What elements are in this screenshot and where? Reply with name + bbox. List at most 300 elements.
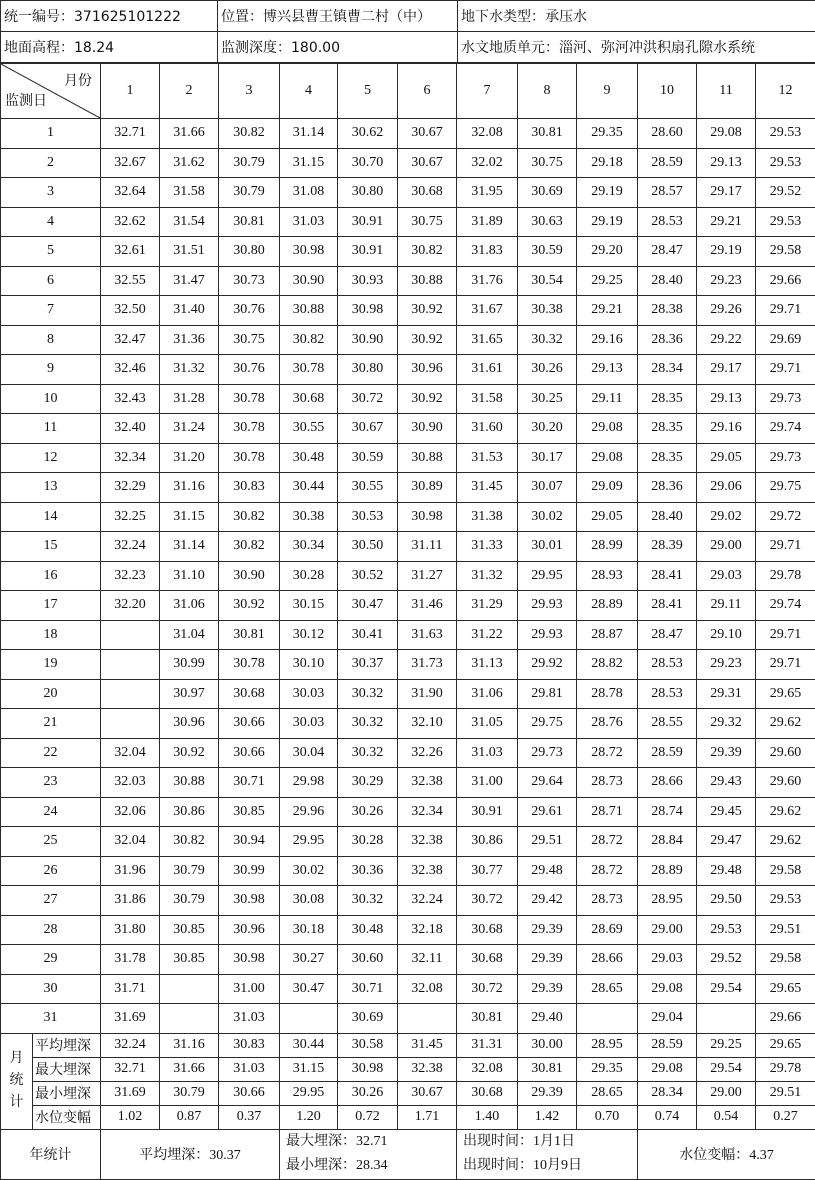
depth-cell: 32.24 bbox=[101, 532, 160, 562]
table-row bbox=[1, 355, 815, 385]
depth-cell: 30.25 bbox=[518, 384, 577, 414]
depth-cell bbox=[160, 974, 219, 1004]
monthly-stat-value: 29.78 bbox=[756, 1057, 815, 1081]
depth-cell: 30.66 bbox=[219, 709, 280, 739]
header-field-value: 淄河、弥河冲洪积扇孔隙水系统 bbox=[559, 40, 755, 56]
depth-cell: 29.95 bbox=[280, 827, 338, 857]
depth-cell: 30.68 bbox=[457, 915, 518, 945]
depth-cell: 29.20 bbox=[577, 237, 638, 267]
depth-cell: 30.82 bbox=[280, 325, 338, 355]
header-field bbox=[1, 1, 218, 32]
monthly-stat-value: 31.45 bbox=[398, 1033, 457, 1057]
depth-cell: 30.80 bbox=[219, 237, 280, 267]
depth-cell: 30.72 bbox=[457, 974, 518, 1004]
depth-cell: 30.70 bbox=[338, 148, 398, 178]
depth-cell: 29.47 bbox=[697, 827, 756, 857]
depth-cell: 30.20 bbox=[518, 414, 577, 444]
header-field-sep: ： bbox=[249, 9, 263, 25]
depth-cell: 31.38 bbox=[457, 502, 518, 532]
depth-cell: 29.64 bbox=[518, 768, 577, 798]
depth-cell: 28.66 bbox=[638, 768, 697, 798]
monthly-stat-value: 31.15 bbox=[280, 1057, 338, 1081]
table-row bbox=[1, 650, 815, 680]
depth-cell: 29.45 bbox=[697, 797, 756, 827]
depth-cell: 30.18 bbox=[280, 915, 338, 945]
day-cell: 11 bbox=[1, 414, 101, 444]
table-row bbox=[1, 709, 815, 739]
depth-cell: 30.90 bbox=[398, 414, 457, 444]
depth-cell: 28.76 bbox=[577, 709, 638, 739]
depth-cell bbox=[577, 1004, 638, 1034]
depth-cell: 29.02 bbox=[697, 502, 756, 532]
depth-cell: 31.58 bbox=[160, 178, 219, 208]
depth-cell bbox=[697, 1004, 756, 1034]
monthly-stat-value: 0.37 bbox=[219, 1105, 280, 1129]
depth-cell: 30.55 bbox=[280, 414, 338, 444]
depth-cell: 30.29 bbox=[338, 768, 398, 798]
depth-cell: 30.59 bbox=[518, 237, 577, 267]
monthly-stat-value: 30.83 bbox=[219, 1033, 280, 1057]
depth-cell: 32.20 bbox=[101, 591, 160, 621]
depth-cell: 29.71 bbox=[756, 620, 815, 650]
depth-cell: 28.47 bbox=[638, 237, 697, 267]
depth-cell: 29.53 bbox=[756, 207, 815, 237]
table-row bbox=[1, 443, 815, 473]
depth-cell: 30.82 bbox=[219, 502, 280, 532]
depth-cell: 29.71 bbox=[756, 650, 815, 680]
depth-cell: 30.79 bbox=[160, 856, 219, 886]
depth-cell: 29.19 bbox=[697, 237, 756, 267]
depth-cell: 29.08 bbox=[577, 443, 638, 473]
depth-cell: 31.67 bbox=[457, 296, 518, 326]
depth-cell: 30.98 bbox=[280, 237, 338, 267]
depth-cell: 28.72 bbox=[577, 738, 638, 768]
depth-cell: 28.73 bbox=[577, 768, 638, 798]
depth-cell: 30.17 bbox=[518, 443, 577, 473]
depth-cell: 30.59 bbox=[338, 443, 398, 473]
table-row bbox=[1, 738, 815, 768]
depth-cell: 28.40 bbox=[638, 502, 697, 532]
depth-cell: 29.58 bbox=[756, 856, 815, 886]
table-row bbox=[1, 296, 815, 326]
header-field-value: 承压水 bbox=[545, 9, 587, 25]
depth-cell: 31.05 bbox=[457, 709, 518, 739]
depth-cell: 30.32 bbox=[518, 325, 577, 355]
depth-cell: 30.98 bbox=[338, 296, 398, 326]
table-row bbox=[1, 591, 815, 621]
header-table bbox=[0, 0, 815, 63]
table-row bbox=[1, 1004, 815, 1034]
depth-cell: 30.27 bbox=[280, 945, 338, 975]
yearly-avg-depth: 平均埋深：30.37 bbox=[101, 1129, 280, 1179]
depth-cell: 29.19 bbox=[577, 207, 638, 237]
month-header-cell: 10 bbox=[638, 64, 697, 119]
depth-cell: 30.75 bbox=[518, 148, 577, 178]
monthly-stat-value: 32.38 bbox=[398, 1057, 457, 1081]
depth-cell: 31.16 bbox=[160, 473, 219, 503]
depth-cell: 28.99 bbox=[577, 532, 638, 562]
depth-cell: 30.79 bbox=[219, 148, 280, 178]
depth-cell: 29.06 bbox=[697, 473, 756, 503]
depth-cell: 31.10 bbox=[160, 561, 219, 591]
depth-cell: 29.65 bbox=[756, 974, 815, 1004]
monthly-stat-row bbox=[1, 1105, 815, 1129]
monthly-stat-value: 31.31 bbox=[457, 1033, 518, 1057]
monthly-stat-value: 0.72 bbox=[338, 1105, 398, 1129]
yearly-min-time: 出现时间：10月9日 bbox=[463, 1154, 637, 1178]
depth-cell: 29.58 bbox=[756, 237, 815, 267]
depth-cell: 29.39 bbox=[697, 738, 756, 768]
depth-cell: 29.25 bbox=[577, 266, 638, 296]
depth-cell: 31.15 bbox=[160, 502, 219, 532]
depth-cell: 31.76 bbox=[457, 266, 518, 296]
depth-cell: 32.03 bbox=[101, 768, 160, 798]
depth-cell: 30.81 bbox=[219, 207, 280, 237]
depth-cell: 31.53 bbox=[457, 443, 518, 473]
depth-cell: 31.54 bbox=[160, 207, 219, 237]
depth-cell: 32.29 bbox=[101, 473, 160, 503]
depth-cell: 29.73 bbox=[518, 738, 577, 768]
depth-cell: 30.76 bbox=[219, 296, 280, 326]
depth-cell: 30.77 bbox=[457, 856, 518, 886]
day-cell: 27 bbox=[1, 886, 101, 916]
depth-cell: 29.31 bbox=[697, 679, 756, 709]
depth-cell: 30.02 bbox=[280, 856, 338, 886]
monthly-stat-value: 28.59 bbox=[638, 1033, 697, 1057]
depth-cell: 31.61 bbox=[457, 355, 518, 385]
day-cell: 14 bbox=[1, 502, 101, 532]
depth-cell: 30.32 bbox=[338, 679, 398, 709]
depth-cell: 31.86 bbox=[101, 886, 160, 916]
depth-cell: 30.04 bbox=[280, 738, 338, 768]
depth-cell: 32.38 bbox=[398, 856, 457, 886]
table-row bbox=[1, 561, 815, 591]
day-cell: 31 bbox=[1, 1004, 101, 1034]
depth-cell: 31.89 bbox=[457, 207, 518, 237]
day-cell: 20 bbox=[1, 679, 101, 709]
depth-cell: 32.24 bbox=[398, 886, 457, 916]
depth-cell: 30.12 bbox=[280, 620, 338, 650]
depth-cell: 30.10 bbox=[280, 650, 338, 680]
depth-cell: 28.89 bbox=[638, 856, 697, 886]
month-header-cell: 1 bbox=[101, 64, 160, 119]
monthly-stat-value: 32.24 bbox=[101, 1033, 160, 1057]
depth-cell: 31.03 bbox=[219, 1004, 280, 1034]
depth-cell: 29.35 bbox=[577, 119, 638, 149]
table-row bbox=[1, 266, 815, 296]
depth-cell: 28.72 bbox=[577, 827, 638, 857]
table-row bbox=[1, 797, 815, 827]
depth-cell: 29.32 bbox=[697, 709, 756, 739]
depth-cell: 28.66 bbox=[577, 945, 638, 975]
table-row bbox=[1, 237, 815, 267]
depth-cell: 30.91 bbox=[457, 797, 518, 827]
depth-cell: 30.03 bbox=[280, 679, 338, 709]
yearly-min-depth: 最小埋深：28.34 bbox=[286, 1154, 456, 1178]
depth-cell: 29.16 bbox=[697, 414, 756, 444]
depth-cell: 30.82 bbox=[160, 827, 219, 857]
header-field-label: 地面高程 bbox=[4, 40, 60, 56]
day-cell: 10 bbox=[1, 384, 101, 414]
depth-cell: 29.39 bbox=[518, 974, 577, 1004]
depth-cell: 30.47 bbox=[280, 974, 338, 1004]
depth-cell: 30.86 bbox=[160, 797, 219, 827]
depth-cell: 28.38 bbox=[638, 296, 697, 326]
depth-cell: 29.23 bbox=[697, 266, 756, 296]
depth-cell: 32.08 bbox=[457, 119, 518, 149]
header-field-sep: ： bbox=[60, 40, 74, 56]
depth-cell: 29.51 bbox=[518, 827, 577, 857]
depth-cell: 28.36 bbox=[638, 325, 697, 355]
depth-cell: 30.15 bbox=[280, 591, 338, 621]
depth-cell: 29.95 bbox=[518, 561, 577, 591]
yearly-max-min-depth bbox=[280, 1129, 457, 1179]
depth-cell: 32.04 bbox=[101, 827, 160, 857]
header-row-1 bbox=[1, 1, 815, 32]
depth-cell: 31.33 bbox=[457, 532, 518, 562]
depth-cell: 31.28 bbox=[160, 384, 219, 414]
depth-cell: 30.69 bbox=[338, 1004, 398, 1034]
monthly-stat-value: 29.39 bbox=[518, 1081, 577, 1105]
depth-cell: 30.93 bbox=[338, 266, 398, 296]
table-row bbox=[1, 974, 815, 1004]
depth-cell: 28.53 bbox=[638, 207, 697, 237]
header-field-label: 水文地质单元 bbox=[461, 40, 545, 56]
depth-cell: 30.92 bbox=[398, 325, 457, 355]
depth-cell: 29.03 bbox=[638, 945, 697, 975]
monthly-stat-value: 29.54 bbox=[697, 1057, 756, 1081]
depth-cell: 32.38 bbox=[398, 768, 457, 798]
table-row bbox=[1, 886, 815, 916]
day-cell: 28 bbox=[1, 915, 101, 945]
month-header-cell: 6 bbox=[398, 64, 457, 119]
depth-cell: 30.28 bbox=[280, 561, 338, 591]
header-field-label: 监测深度 bbox=[221, 40, 277, 56]
table-row bbox=[1, 945, 815, 975]
depth-cell: 31.71 bbox=[101, 974, 160, 1004]
day-cell: 5 bbox=[1, 237, 101, 267]
depth-cell: 28.69 bbox=[577, 915, 638, 945]
table-row bbox=[1, 119, 815, 149]
monthly-stat-value: 29.35 bbox=[577, 1057, 638, 1081]
depth-cell: 30.88 bbox=[398, 266, 457, 296]
depth-cell: 29.39 bbox=[518, 945, 577, 975]
depth-cell: 31.20 bbox=[160, 443, 219, 473]
depth-cell: 31.32 bbox=[160, 355, 219, 385]
depth-cell: 29.48 bbox=[697, 856, 756, 886]
header-field-value: 371625101222 bbox=[74, 9, 181, 25]
depth-cell: 29.05 bbox=[697, 443, 756, 473]
depth-cell: 30.08 bbox=[280, 886, 338, 916]
depth-cell: 29.26 bbox=[697, 296, 756, 326]
depth-cell: 29.13 bbox=[577, 355, 638, 385]
depth-cell: 29.48 bbox=[518, 856, 577, 886]
month-header-cell: 11 bbox=[697, 64, 756, 119]
depth-cell: 32.46 bbox=[101, 355, 160, 385]
depth-cell: 31.27 bbox=[398, 561, 457, 591]
monthly-stat-value: 30.68 bbox=[457, 1081, 518, 1105]
depth-cell: 30.85 bbox=[160, 945, 219, 975]
depth-cell: 30.97 bbox=[160, 679, 219, 709]
day-cell: 23 bbox=[1, 768, 101, 798]
depth-cell: 30.96 bbox=[219, 915, 280, 945]
monthly-stat-name: 水位变幅 bbox=[33, 1105, 101, 1129]
depth-cell: 28.40 bbox=[638, 266, 697, 296]
depth-cell: 28.35 bbox=[638, 384, 697, 414]
corner-month-label: 月份 bbox=[64, 70, 92, 90]
table-row bbox=[1, 473, 815, 503]
depth-cell: 30.83 bbox=[219, 473, 280, 503]
depth-cell: 30.72 bbox=[457, 886, 518, 916]
depth-cell: 30.82 bbox=[219, 532, 280, 562]
depth-cell: 30.85 bbox=[219, 797, 280, 827]
depth-cell: 31.46 bbox=[398, 591, 457, 621]
depth-cell: 30.76 bbox=[219, 355, 280, 385]
depth-cell: 30.99 bbox=[219, 856, 280, 886]
day-cell: 3 bbox=[1, 178, 101, 208]
depth-cell: 29.96 bbox=[280, 797, 338, 827]
depth-cell: 30.92 bbox=[398, 384, 457, 414]
day-cell: 1 bbox=[1, 119, 101, 149]
depth-cell: 28.36 bbox=[638, 473, 697, 503]
monthly-stat-row bbox=[1, 1033, 815, 1057]
depth-cell: 30.75 bbox=[398, 207, 457, 237]
depth-cell: 30.67 bbox=[398, 148, 457, 178]
month-header-cell: 9 bbox=[577, 64, 638, 119]
monthly-stat-value: 30.66 bbox=[219, 1081, 280, 1105]
depth-cell: 30.68 bbox=[219, 679, 280, 709]
depth-cell: 30.88 bbox=[160, 768, 219, 798]
depth-cell bbox=[101, 679, 160, 709]
day-cell: 4 bbox=[1, 207, 101, 237]
header-field-sep: ： bbox=[277, 40, 291, 56]
depth-cell: 31.13 bbox=[457, 650, 518, 680]
depth-cell: 30.28 bbox=[338, 827, 398, 857]
depth-cell: 30.32 bbox=[338, 738, 398, 768]
depth-cell: 29.53 bbox=[756, 148, 815, 178]
depth-cell: 30.63 bbox=[518, 207, 577, 237]
yearly-occurrence-times bbox=[457, 1129, 638, 1179]
depth-cell: 30.92 bbox=[160, 738, 219, 768]
header-field-label: 地下水类型 bbox=[461, 9, 531, 25]
depth-cell: 29.04 bbox=[638, 1004, 697, 1034]
data-table-body bbox=[1, 64, 815, 1180]
monthly-stat-value: 1.42 bbox=[518, 1105, 577, 1129]
depth-cell: 31.73 bbox=[398, 650, 457, 680]
depth-cell: 29.60 bbox=[756, 738, 815, 768]
depth-cell: 28.82 bbox=[577, 650, 638, 680]
depth-cell: 30.96 bbox=[398, 355, 457, 385]
depth-cell: 30.26 bbox=[338, 797, 398, 827]
depth-cell: 29.53 bbox=[697, 915, 756, 945]
monthly-stat-value: 29.51 bbox=[756, 1081, 815, 1105]
yearly-range: 水位变幅：4.37 bbox=[638, 1129, 815, 1179]
header-field-value: 180.00 bbox=[291, 40, 340, 56]
depth-cell: 31.36 bbox=[160, 325, 219, 355]
depth-cell: 30.34 bbox=[280, 532, 338, 562]
month-header-cell: 8 bbox=[518, 64, 577, 119]
depth-cell: 29.62 bbox=[756, 709, 815, 739]
day-cell: 6 bbox=[1, 266, 101, 296]
header-field-sep: ： bbox=[545, 40, 559, 56]
depth-cell: 32.40 bbox=[101, 414, 160, 444]
yearly-max-depth: 最大埋深：32.71 bbox=[286, 1130, 456, 1154]
depth-cell: 32.26 bbox=[398, 738, 457, 768]
depth-cell: 30.52 bbox=[338, 561, 398, 591]
depth-cell: 30.82 bbox=[219, 119, 280, 149]
depth-cell: 30.32 bbox=[338, 709, 398, 739]
header-field bbox=[1, 32, 218, 63]
depth-cell: 28.35 bbox=[638, 414, 697, 444]
depth-cell: 30.07 bbox=[518, 473, 577, 503]
depth-cell: 28.53 bbox=[638, 650, 697, 680]
depth-cell: 32.55 bbox=[101, 266, 160, 296]
depth-cell: 28.84 bbox=[638, 827, 697, 857]
depth-cell: 28.53 bbox=[638, 679, 697, 709]
depth-cell: 28.72 bbox=[577, 856, 638, 886]
depth-cell: 31.62 bbox=[160, 148, 219, 178]
depth-cell: 29.08 bbox=[697, 119, 756, 149]
depth-cell: 29.11 bbox=[577, 384, 638, 414]
depth-cell: 28.60 bbox=[638, 119, 697, 149]
day-cell: 2 bbox=[1, 148, 101, 178]
depth-cell: 29.62 bbox=[756, 827, 815, 857]
monthly-stat-value: 30.44 bbox=[280, 1033, 338, 1057]
depth-cell: 29.75 bbox=[756, 473, 815, 503]
depth-cell: 31.04 bbox=[160, 620, 219, 650]
day-cell: 13 bbox=[1, 473, 101, 503]
monthly-stat-value: 30.26 bbox=[338, 1081, 398, 1105]
depth-cell: 30.92 bbox=[219, 591, 280, 621]
depth-cell: 30.50 bbox=[338, 532, 398, 562]
depth-cell: 32.02 bbox=[457, 148, 518, 178]
month-header-cell: 4 bbox=[280, 64, 338, 119]
monthly-stat-value: 29.00 bbox=[697, 1081, 756, 1105]
monthly-stat-value: 30.79 bbox=[160, 1081, 219, 1105]
depth-cell: 29.71 bbox=[756, 355, 815, 385]
depth-cell: 31.47 bbox=[160, 266, 219, 296]
depth-cell: 28.71 bbox=[577, 797, 638, 827]
monthly-stat-value: 28.65 bbox=[577, 1081, 638, 1105]
depth-cell: 31.95 bbox=[457, 178, 518, 208]
depth-cell: 31.58 bbox=[457, 384, 518, 414]
depth-cell: 29.93 bbox=[518, 620, 577, 650]
depth-cell: 32.25 bbox=[101, 502, 160, 532]
data-table bbox=[0, 63, 815, 1180]
depth-cell: 32.11 bbox=[398, 945, 457, 975]
monthly-stat-name: 平均埋深 bbox=[33, 1033, 101, 1057]
monthly-stat-value: 0.27 bbox=[756, 1105, 815, 1129]
table-row bbox=[1, 384, 815, 414]
monthly-stat-value: 30.98 bbox=[338, 1057, 398, 1081]
depth-cell bbox=[280, 1004, 338, 1034]
month-header-cell: 7 bbox=[457, 64, 518, 119]
depth-cell: 31.14 bbox=[160, 532, 219, 562]
depth-cell: 30.80 bbox=[338, 355, 398, 385]
depth-cell: 28.47 bbox=[638, 620, 697, 650]
header-field-sep: ： bbox=[531, 9, 545, 25]
month-header-cell: 5 bbox=[338, 64, 398, 119]
depth-cell: 30.78 bbox=[219, 650, 280, 680]
depth-cell: 28.59 bbox=[638, 148, 697, 178]
header-field bbox=[458, 1, 815, 32]
monthly-stat-name: 最大埋深 bbox=[33, 1057, 101, 1081]
depth-cell: 31.14 bbox=[280, 119, 338, 149]
monthly-stat-value: 30.81 bbox=[518, 1057, 577, 1081]
depth-cell: 30.98 bbox=[219, 945, 280, 975]
depth-cell: 29.71 bbox=[756, 296, 815, 326]
day-cell: 30 bbox=[1, 974, 101, 1004]
